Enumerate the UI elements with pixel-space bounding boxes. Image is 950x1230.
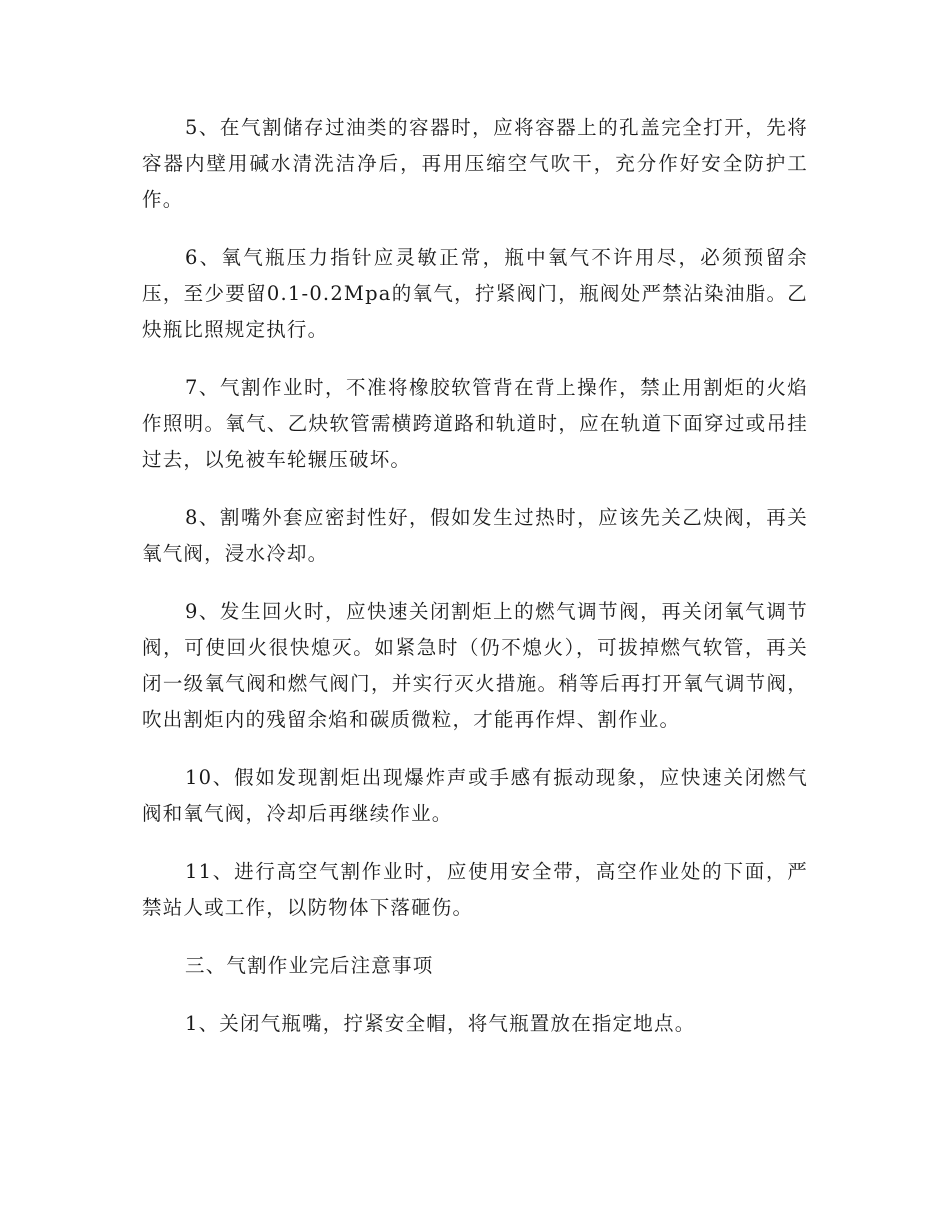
paragraph-item-5: 5、在气割储存过油类的容器时，应将容器上的孔盖完全打开，先将容器内壁用碱水清洗洁净后，再用压缩空气吹干，充分作好安全防护工作。 (142, 116, 808, 211)
paragraph-item-11: 11、进行高空气割作业时，应使用安全带，高空作业处的下面，严禁站人或工作，以防物体下落砸伤。 (142, 860, 808, 919)
paragraph-item-8: 8、割嘴外套应密封性好，假如发生过热时，应该先关乙炔阀，再关氧气阀，浸水冷却。 (142, 506, 808, 565)
paragraph-item-6: 6、氧气瓶压力指针应灵敏正常，瓶中氧气不许用尽，必须预留余压，至少要留0.1-0.2Mpa的氧气，拧紧阀门，瓶阀处严禁沾染油脂。乙炔瓶比照规定执行。 (142, 246, 808, 341)
paragraph-item-1: 1、关闭气瓶嘴，拧紧安全帽，将气瓶置放在指定地点。 (185, 1012, 696, 1035)
paragraph-item-7: 7、气割作业时，不准将橡胶软管背在背上操作，禁止用割炬的火焰作照明。氧气、乙炔软管需横跨道路和轨道时，应在轨道下面穿过或吊挂过去，以免被车轮辗压破坏。 (142, 376, 808, 471)
paragraph-item-10: 10、假如发现割炬出现爆炸声或手感有振动现象，应快速关闭燃气阀和氧气阀，冷却后再继续作业。 (142, 766, 808, 825)
section-heading: 三、气割作业完后注意事项 (185, 954, 434, 977)
paragraph-item-9: 9、发生回火时，应快速关闭割炬上的燃气调节阀，再关闭氧气调节阀，可使回火很快熄灭。如紧急时（仍不熄火），可拔掉燃气软管，再关闭一级氧气阀和燃气阀门，并实行灭火措施。稍等后再打开氧气调节阀，吹出割炬内的残留余焰和碳质微粒，才能再作焊、割作业。 (142, 600, 808, 731)
document-body (142, 110, 808, 1064)
